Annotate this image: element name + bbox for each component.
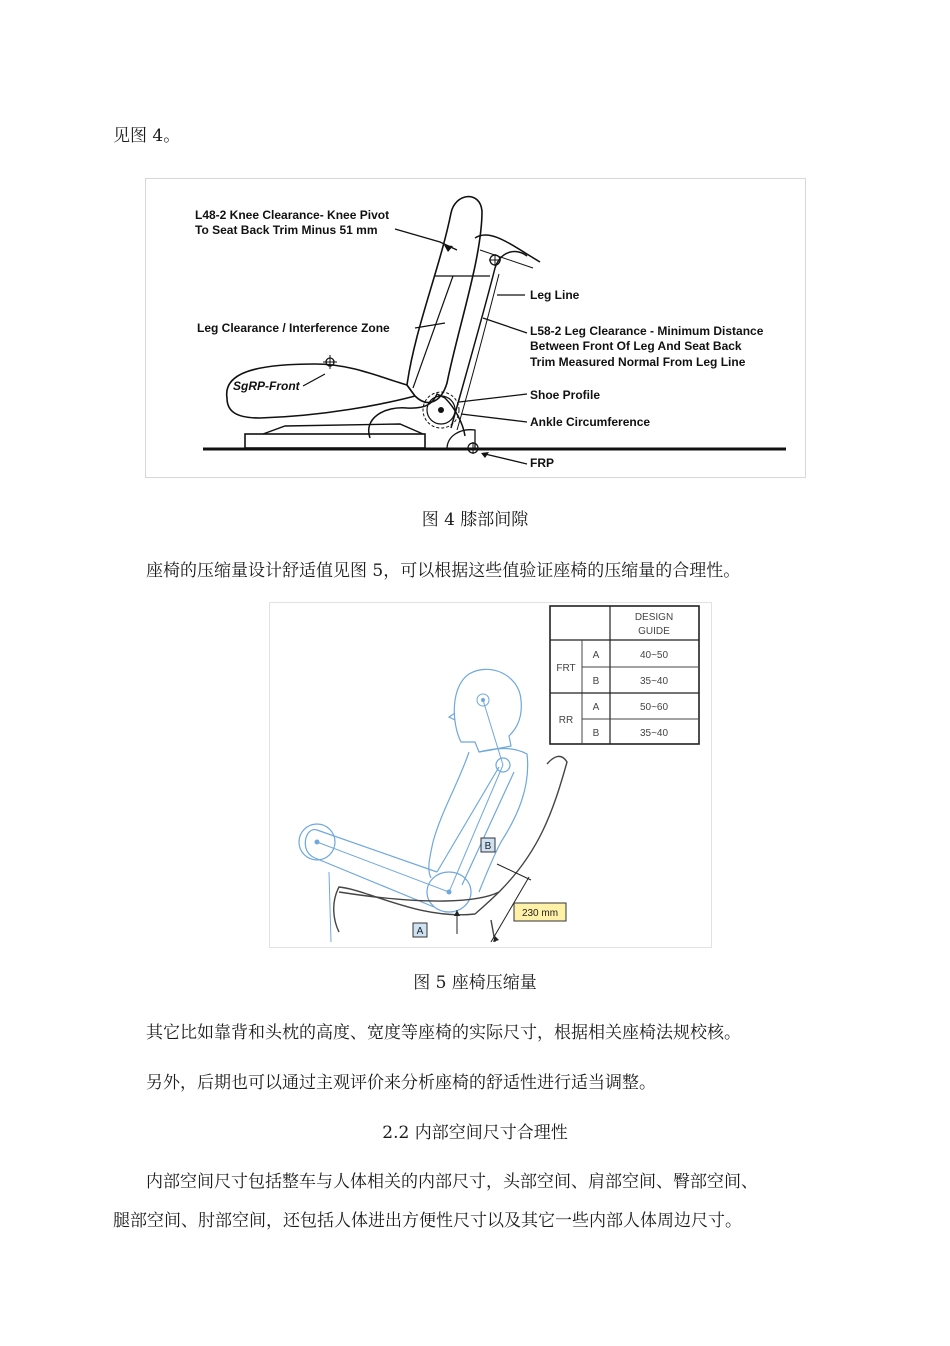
figure-4-label-ankle: Ankle Circumference bbox=[530, 415, 651, 429]
figure-4-label-l58-3: Trim Measured Normal From Leg Line bbox=[530, 355, 746, 369]
figure-4-label-l58-1: L58-2 Leg Clearance - Minimum Distance bbox=[530, 324, 764, 338]
figure-reference-text: 见图 4。 bbox=[113, 126, 181, 146]
table-row-value: 40~50 bbox=[639, 650, 669, 661]
table-group-rr: RR bbox=[558, 715, 574, 726]
table-row-key: A bbox=[592, 650, 600, 661]
table-row-key: B bbox=[592, 676, 600, 687]
figure-5-caption: 图 5 座椅压缩量 bbox=[413, 973, 537, 993]
figure-4-label-frp: FRP bbox=[530, 456, 554, 470]
figure-4-caption: 图 4 膝部间隙 bbox=[421, 510, 529, 530]
table-row-key: A bbox=[592, 702, 600, 713]
figure-4-label-leg-line: Leg Line bbox=[530, 288, 580, 302]
table-group-frt: FRT bbox=[556, 663, 576, 674]
section-heading: 2.2 内部空间尺寸合理性 bbox=[382, 1123, 568, 1143]
table-row-value: 50~60 bbox=[639, 702, 669, 713]
table-header-guide: GUIDE bbox=[638, 626, 670, 637]
figure-5-seat-compression-diagram bbox=[269, 602, 712, 948]
paragraph-interior-line-2: 腿部空间、肘部空间，还包括人体进出方便性尺寸以及其它一些内部人体周边尺寸。 bbox=[113, 1211, 742, 1231]
figure-4-label-knee-clearance-2: To Seat Back Trim Minus 51 mm bbox=[195, 223, 378, 237]
dimension-label: 230 mm bbox=[521, 908, 559, 919]
table-row-value: 35~40 bbox=[639, 728, 669, 739]
paragraph-other-dimensions: 其它比如靠背和头枕的高度、宽度等座椅的实际尺寸，根据相关座椅法规校核。 bbox=[146, 1023, 741, 1043]
label-b: B bbox=[484, 841, 492, 852]
paragraph-compression: 座椅的压缩量设计舒适值见图 5，可以根据这些值验证座椅的压缩量的合理性。 bbox=[146, 561, 741, 581]
label-a: A bbox=[416, 926, 424, 937]
table-row-key: B bbox=[592, 728, 600, 739]
figure-4-label-sgrp: SgRP-Front bbox=[233, 379, 300, 393]
table-header-design: DESIGN bbox=[634, 612, 674, 623]
table-row-value: 35~40 bbox=[639, 676, 669, 687]
figure-4-knee-clearance-diagram bbox=[145, 178, 806, 478]
figure-4-label-leg-zone: Leg Clearance / Interference Zone bbox=[197, 321, 390, 335]
figure-4-label-knee-clearance: L48-2 Knee Clearance- Knee Pivot bbox=[195, 208, 390, 222]
figure-4-label-l58-2: Between Front Of Leg And Seat Back bbox=[530, 339, 742, 353]
figure-4-label-shoe: Shoe Profile bbox=[530, 388, 601, 402]
paragraph-interior-line-1: 内部空间尺寸包括整车与人体相关的内部尺寸，头部空间、肩部空间、臀部空间、 bbox=[146, 1172, 758, 1192]
paragraph-later-adjustment: 另外，后期也可以通过主观评价来分析座椅的舒适性进行适当调整。 bbox=[146, 1073, 656, 1093]
